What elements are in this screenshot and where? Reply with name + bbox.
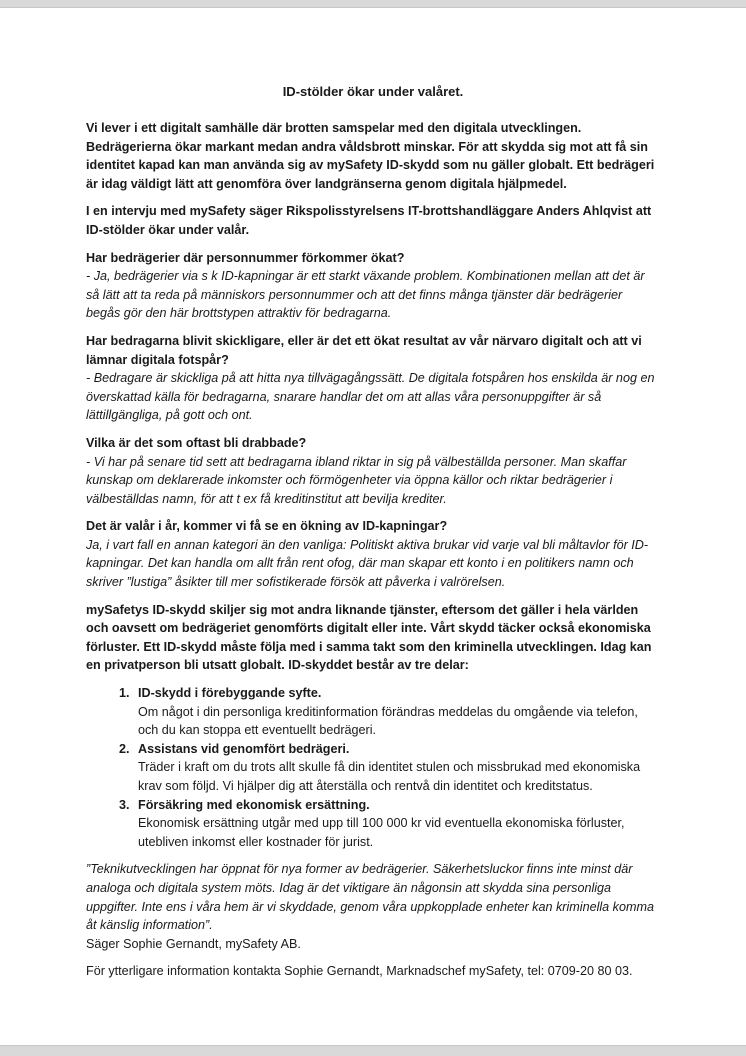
intro-paragraph: Vi lever i ett digitalt samhälle där brotten samspelar med den digitala utvecklingen. Bedrägerierna ökar markant medan andra våldsbrott minskar. För att skydda sig mot att få sin identitet kapad kan man använda sig av mySafety ID-skydd som nu gäller globalt. Ett bedrägeri är idag väldigt lätt att genomföra över landgränserna genom digitala hjälpmedel. [86, 121, 655, 191]
answer-2: - Bedragare är skickliga på att hitta nya tillvägagångssätt. De digitala fotspåren hos enskilda är nog en överskattad källa för bedragarna, snarare handlar det om att allas våra personuppgifter är så lättillgängliga, på gott och ont. [86, 371, 655, 423]
question-4: Det är valår i år, kommer vi få se en ökning av ID-kapningar? [86, 519, 448, 534]
question-2: Har bedragarna blivit skickligare, eller är det ett ökat resultat av vår närvaro digitalt och att vi lämnar digitala fotspår? [86, 333, 642, 367]
question-1: Har bedrägerier där personnummer förkommer ökat? [86, 250, 405, 265]
list-item-1-title: ID-skydd i förebyggande syfte. [138, 686, 322, 701]
answer-3: - Vi har på senare tid sett att bedragarna ibland riktar in sig på välbeställda personer. Man skaffar kunskap om deklarerade inkomster och förmögenheter via öppna källor och riktar bedrägerier i välbeställdas namn, för att t ex få kreditinstitut att bevilja krediter. [86, 454, 627, 506]
contact-paragraph: För ytterligare information kontakta Sophie Gernandt, Marknadschef mySafety, tel: 0709-20 80 03. [86, 964, 633, 979]
list-item-3 [133, 796, 660, 852]
list-item-2-body: Träder i kraft om du trots allt skulle få din identitet stulen och missbrukad med ekonomiska krav som följd. Vi hjälper dig att återställa och rentvå din identitet och kreditstatus. [138, 760, 641, 793]
answer-4: Ja, i vart fall en annan kategori än den vanliga: Politiskt aktiva brukar vid varje val bli måltavlor för ID-kapningar. Det kan handla om allt från rent ofog, där man skapar ett konto i en politikers namn och skriver ”lustiga” åsikter till mer sofistikerade försök att påverka i valrörelsen. [86, 537, 649, 590]
document-title: ID-stölder ökar under valåret. [282, 84, 464, 99]
qa-block-1 [86, 249, 660, 323]
viewer-chrome-top [0, 0, 746, 8]
question-3: Vilka är det som oftast bli drabbade? [86, 435, 307, 450]
list-item-2 [133, 740, 660, 796]
list-item-1 [133, 684, 660, 740]
qa-block-3 [86, 434, 660, 508]
list-item-2-title: Assistans vid genomfört bedrägeri. [138, 741, 350, 756]
quote-attribution: Säger Sophie Gernandt, mySafety AB. [86, 936, 301, 951]
answer-1: - Ja, bedrägerier via s k ID-kapningar är ett starkt växande problem. Kombinationen mellan att det är så lätt att ta reda på människors personnummer och att det finns många tjänster där bedrägerier begås gör den här brottstypen attraktiv för bedragarna. [86, 269, 645, 321]
viewer-chrome-bottom [0, 1045, 746, 1056]
qa-block-4 [86, 517, 660, 591]
quote-block [86, 860, 660, 953]
list-item-3-title: Försäkring med ekonomisk ersättning. [138, 797, 370, 812]
list-item-1-body: Om något i din personliga kreditinformation förändras meddelas du omgående via telefon, och du kan stoppa ett eventuellt bedrägeri. [138, 704, 638, 738]
id-protection-list [86, 684, 660, 851]
document-page [0, 8, 746, 1045]
qa-block-2 [86, 332, 660, 425]
interview-intro-paragraph: I en intervju med mySafety säger Rikspolisstyrelsens IT-brottshandläggare Anders Ahlqvist att ID-stölder ökar under valår. [86, 204, 652, 237]
product-paragraph: mySafetys ID-skydd skiljer sig mot andra liknande tjänster, eftersom det gäller i hela världen och oavsett om bedrägeriet genomförts digitalt eller inte. Vårt skydd täcker också ekonomiska förluster. Ett ID-skydd måste följa med i samma takt som den kriminella utvecklingen. Idag kan en privatperson bli utsatt globalt. ID-skyddet består av tre delar: [86, 602, 652, 673]
list-item-3-body: Ekonomisk ersättning utgår med upp till 100 000 kr vid eventuella ekonomiska förluster, utebliven inkomst eller kostnader för jurist. [138, 816, 625, 849]
quote-text: ”Teknikutvecklingen har öppnat för nya former av bedrägerier. Säkerhetsluckor finns inte minst där analoga och digitala system möts. Idag är det viktigare än någonsin att skydda sina personliga uppgifter. Inte ens i våra hem är vi skyddade, genom våra uppkopplade enheter kan kriminella komma åt känslig information”. [86, 862, 654, 933]
